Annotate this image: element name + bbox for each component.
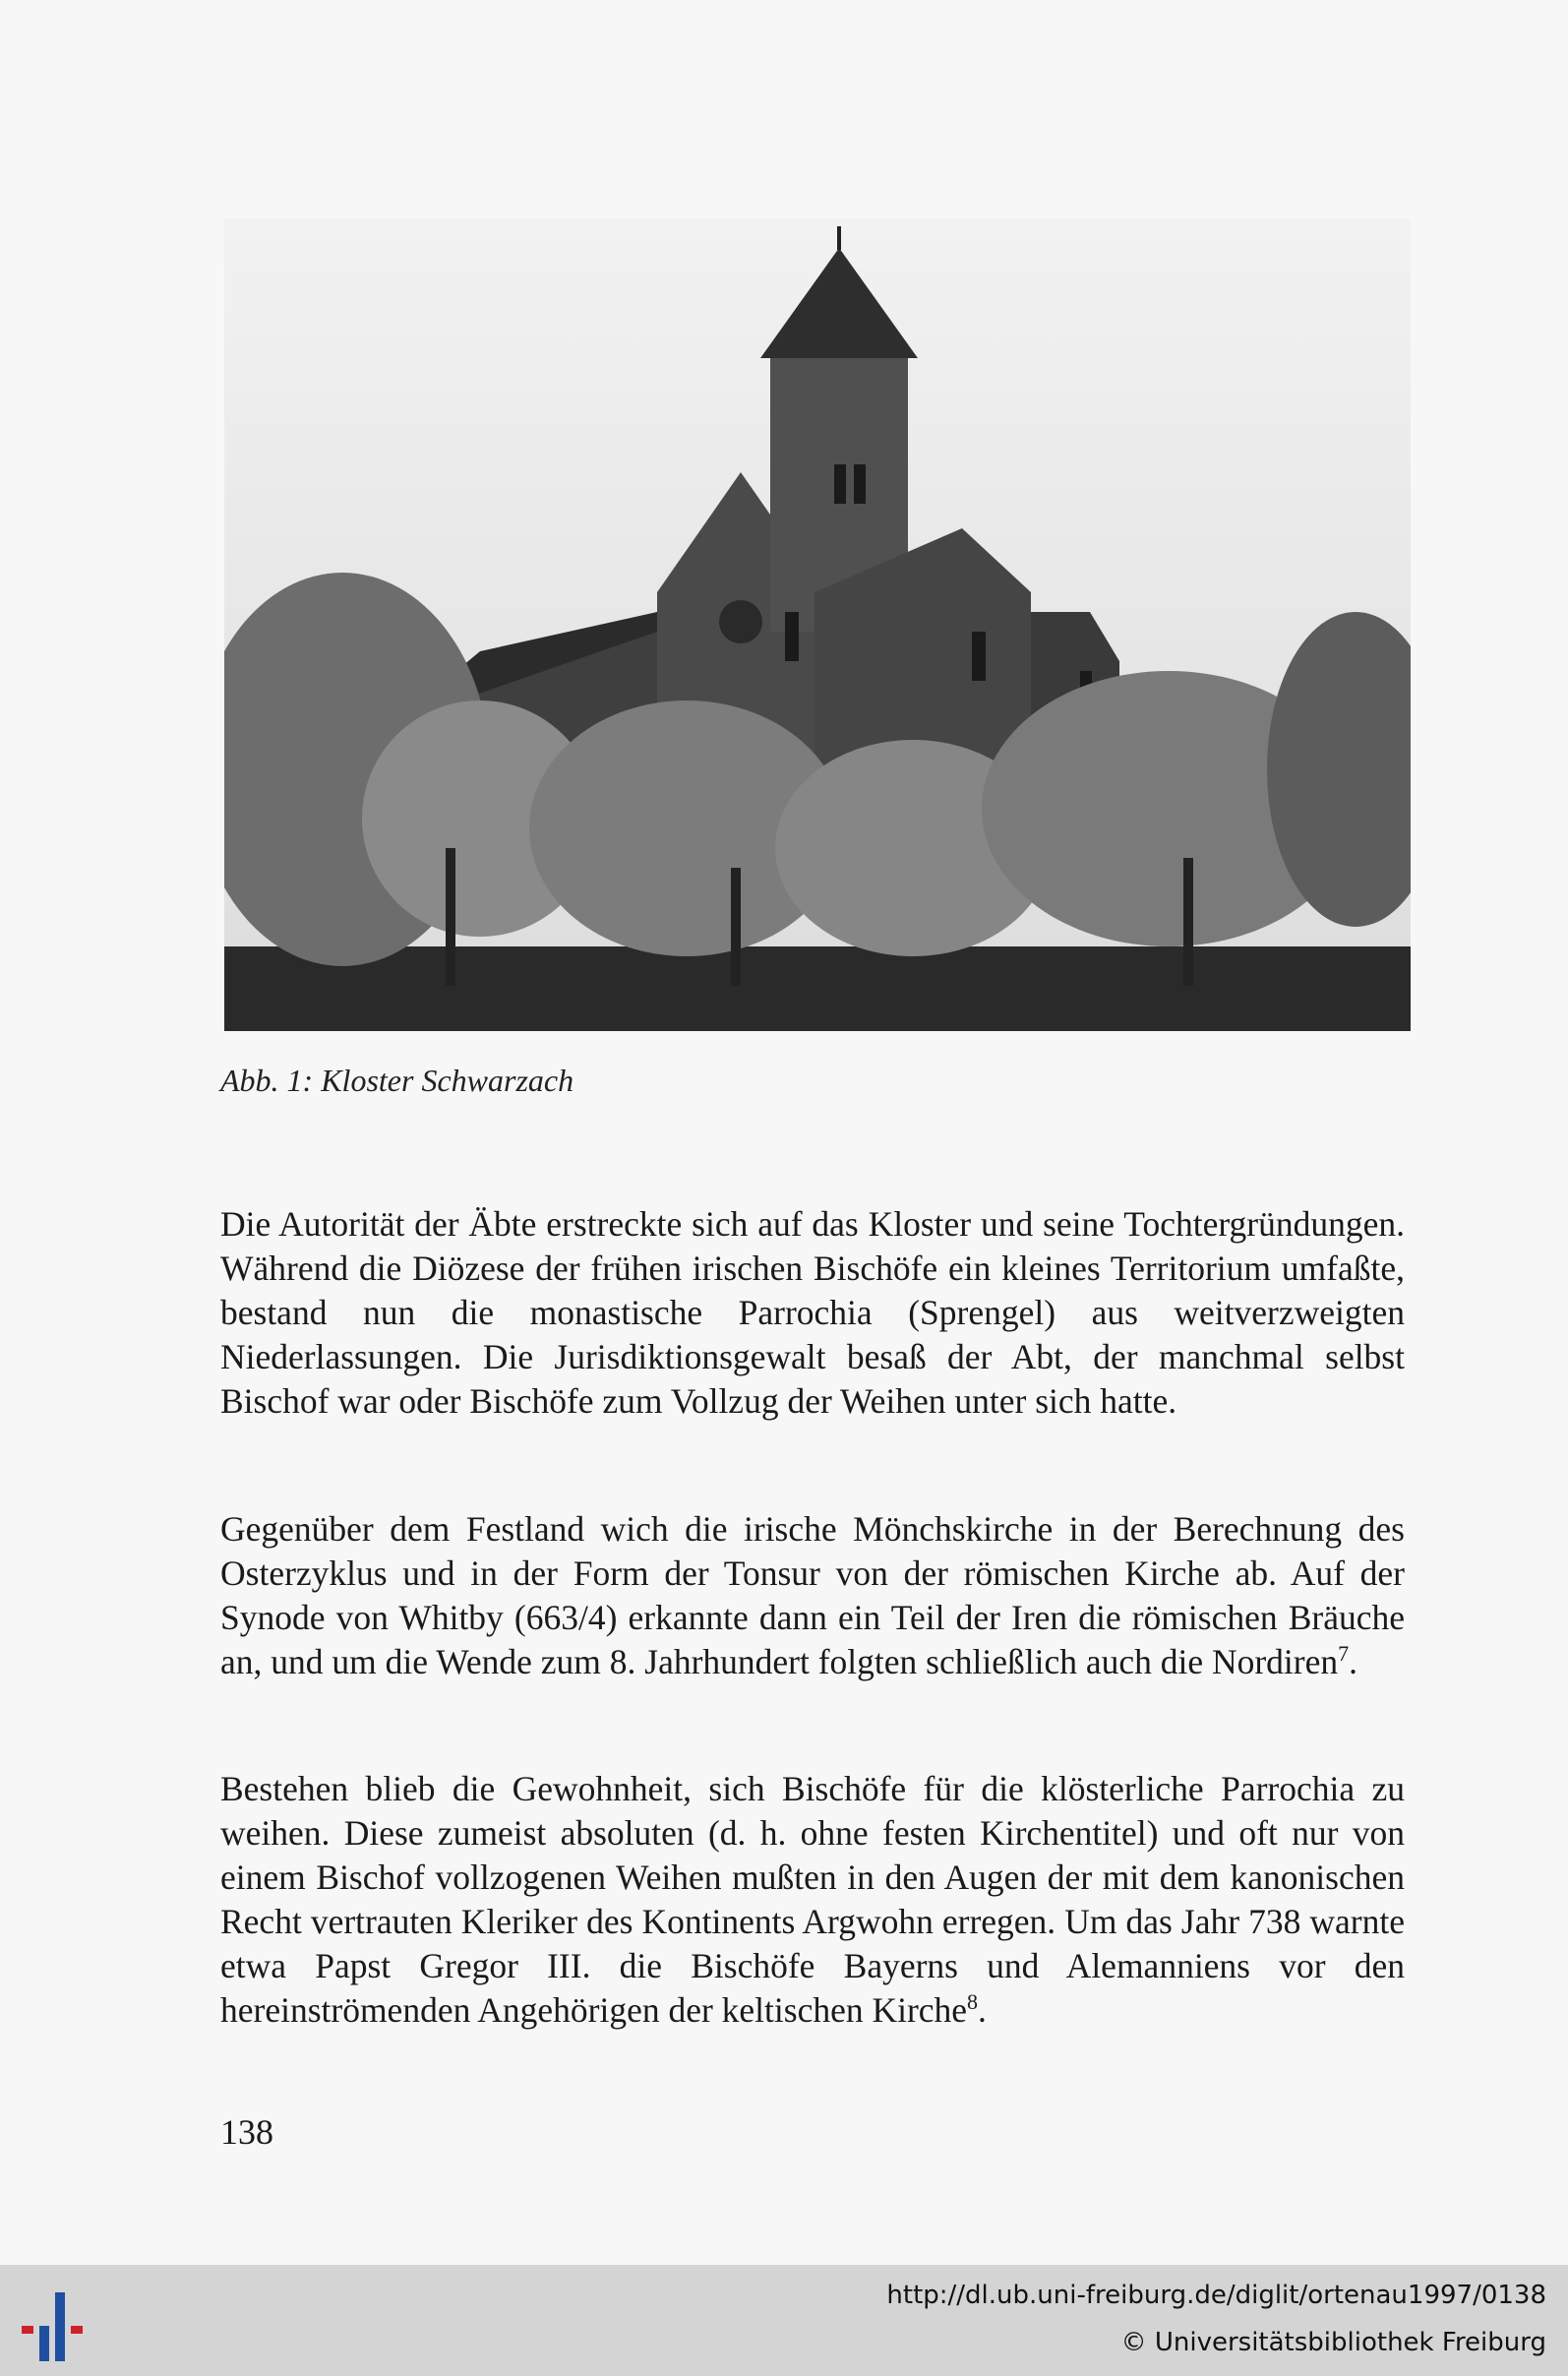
copyright-notice: © Universitätsbibliothek Freiburg xyxy=(1120,2328,1546,2357)
monastery-photo xyxy=(224,218,1411,1031)
footnote-ref-7: 7 xyxy=(1338,1641,1350,1667)
paragraph-1: Die Autorität der Äbte erstreckte sich auf das Kloster und seine Tochtergründungen. Während die Diözese der frühen irischen Bischöfe ein kleines Territorium umfaßte, bestand nun die monastische Parrochia (Sprengel) aus weitverzweigten Niederlassungen. Die Jurisdiktionsgewalt besaß der Abt, der manchmal selbst Bischof war oder Bischöfe zum Vollzug der Weihen unter sich hatte. xyxy=(220,1204,1405,1421)
page-number: 138 xyxy=(220,2112,273,2152)
library-logo-icon xyxy=(20,2286,98,2365)
paragraph-2-text: Gegenüber dem Festland wich die irische Mönchskirche in der Berechnung des Osterzyklus und in der Form der Tonsur von der römischen Kirche ab. Auf der Synode von Whitby (663/4) erkannte dann ein Teil der Iren die römischen Bräuche an, und um die Wende zum 8. Jahrhundert folgten schließlich auch die Nordiren xyxy=(220,1509,1405,1681)
paragraph-3 xyxy=(220,1767,1405,2033)
footer-bar xyxy=(0,2265,1568,2376)
footnote-ref-8: 8 xyxy=(967,1989,979,2015)
figure-caption: Abb. 1: Kloster Schwarzach xyxy=(220,1063,574,1098)
source-url[interactable]: http://dl.ub.uni-freiburg.de/diglit/ortenau1997/0138 xyxy=(886,2281,1546,2310)
paragraph-3-text: Bestehen blieb die Gewohnheit, sich Bischöfe für die klösterliche Parrochia zu weihen. Diese zumeist absoluten (d. h. ohne festen Kirchentitel) und oft nur von einem Bischof vollzogenen Weihen mußten in den Augen der mit dem kanonischen Recht vertrauten Kleriker des Kontinents Argwohn erregen. Um das Jahr 738 warnte etwa Papst Gregor III. die Bischöfe Bayerns und Alemanniens vor den hereinströmenden Angehörigen der keltischen Kirche xyxy=(220,1769,1405,2030)
paragraph-2-end: . xyxy=(1349,1642,1357,1681)
church-illustration xyxy=(224,218,1411,1031)
paragraph-2 xyxy=(220,1507,1405,1684)
paragraph-3-end: . xyxy=(978,1990,987,2030)
